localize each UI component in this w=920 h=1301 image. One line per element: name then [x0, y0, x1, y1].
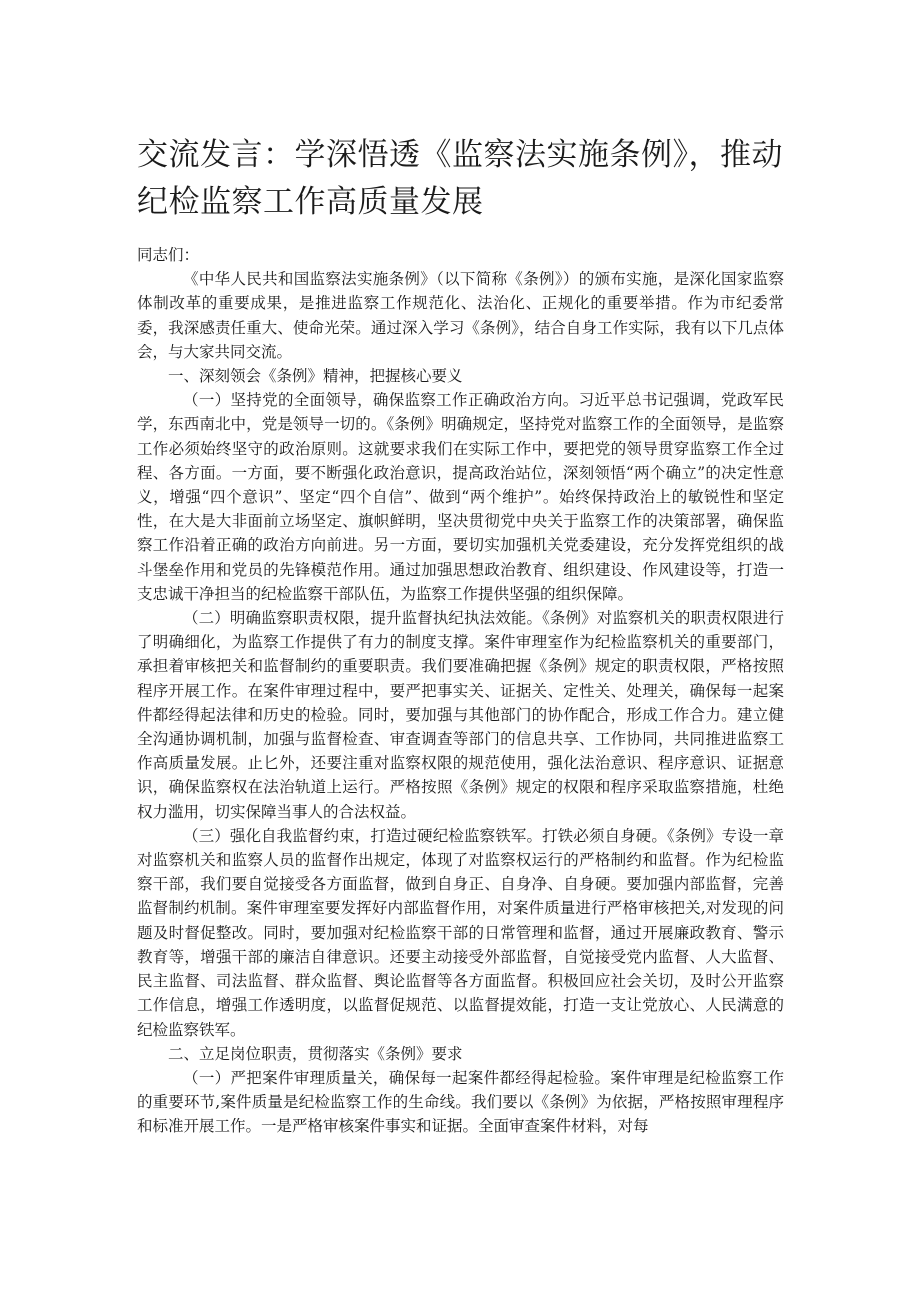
- intro-paragraph: 《中华人民共和国监察法实施条例》（以下简称《条例》）的颁布实施，是深化国家监察体制改革的重要成果，是推进监察工作规范化、法治化、正规化的重要举措。作为市纪委常委，我深感责任重大、使命光荣。通过深入学习《条例》，结合自身工作实际，我有以下几点体会，与大家共同交流。: [137, 270, 784, 361]
- section-heading-1: 一、深刻领会《条例》精神，把握核心要义: [168, 367, 463, 386]
- section-heading-2: 二、立足岗位职责，贯彻落实《条例》要求: [168, 1044, 463, 1063]
- body-paragraph: （三）强化自我监督约束，打造过硬纪检监察铁军。打铁必须自身硬。《条例》专设一章对监察机关和监察人员的监督作出规定，体现了对监察权运行的严格制约和监督。作为纪检监察干部，我们要自觉接受各方面监督，做到自身正、自身净、自身硬。要加强内部监督，完善监督制约机制。案件审理室要发挥好内部监督作用，对案件质量进行严格审核把关,对发现的问题及时督促整改。同时，要加强对纪检监察干部的日常管理和监督，通过开展廉政教育、警示教育等，增强干部的廉洁自律意识。还要主动接受外部监督，自觉接受党内监督、人大监督、民主监督、司法监督、群众监督、舆论监督等各方面监督。积极回应社会关切，及时公开监察工作信息，增强工作透明度，以监督促规范、以监督提效能，打造一支让党放心、人民满意的纪检监察铁军。: [137, 826, 784, 1039]
- body-paragraph: （二）明确监察职责权限，提升监督执纪执法效能。《条例》对监察机关的职责权限进行了明确细化，为监察工作提供了有力的制度支撑。案件审理室作为纪检监察机关的重要部门，承担着审核把关和监督制约的重要职责。我们要准确把握《条例》规定的职责权限，严格按照程序开展工作。在案件审理过程中，要严把事实关、证据关、定性关、处理关，确保每一起案件都经得起法律和历史的检验。同时，要加强与其他部门的协作配合，形成工作合力。建立健全沟通协调机制，加强与监督检查、审查调查等部门的信息共享、工作协同，共同推进监察工作高质量发展。止匕外，还要注重对监察权限的规范使用，强化法治意识、程序意识、证据意识，确保监察权在法治轨道上运行。严格按照《条例》规定的权限和程序采取监察措施，杜绝权力滥用，切实保障当事人的合法权益。: [137, 609, 784, 821]
- body-paragraph: （一）坚持党的全面领导，确保监察工作正确政治方向。习近平总书记强调，党政军民学，东西南北中，党是领导一切的。《条例》明确规定，坚持党对监察工作的全面领导，是监察工作必须始终坚守的政治原则。这就要求我们在实际工作中，要把党的领导贯穿监察工作全过程、各方面。一方面，要不断强化政治意识，提高政治站位，深刻领悟“两个确立”的决定性意义，增强“四个意识”、坚定“四个自信”、做到“两个维护”。始终保持政治上的敏锐性和坚定性，在大是大非面前立场坚定、旗帜鲜明，坚决贯彻党中央关于监察工作的决策部署，确保监察工作沿着正确的政治方向前进。另一方面，要切实加强机关党委建设，充分发挥党组织的战斗堡垒作用和党员的先锋模范作用。通过加强思想政治教育、组织建设、作风建设等，打造一支忠诚干净担当的纪检监察干部队伍，为监察工作提供坚强的组织保障。: [137, 391, 784, 603]
- document-title: 交流发言：学深悟透《监察法实施条例》，推动纪检监察工作高质量发展: [137, 137, 783, 220]
- body-paragraph: （一）严把案件审理质量关，确保每一起案件都经得起检验。案件审理是纪检监察工作的重要环节,案件质量是纪检监察工作的生命线。我们要以《条例》为依据，严格按照审理程序和标准开展工作。一是严格审核案件事实和证据。全面审查案件材料，对每: [137, 1068, 784, 1136]
- document-body: [137, 243, 784, 1139]
- salutation: 同志们：: [137, 246, 200, 264]
